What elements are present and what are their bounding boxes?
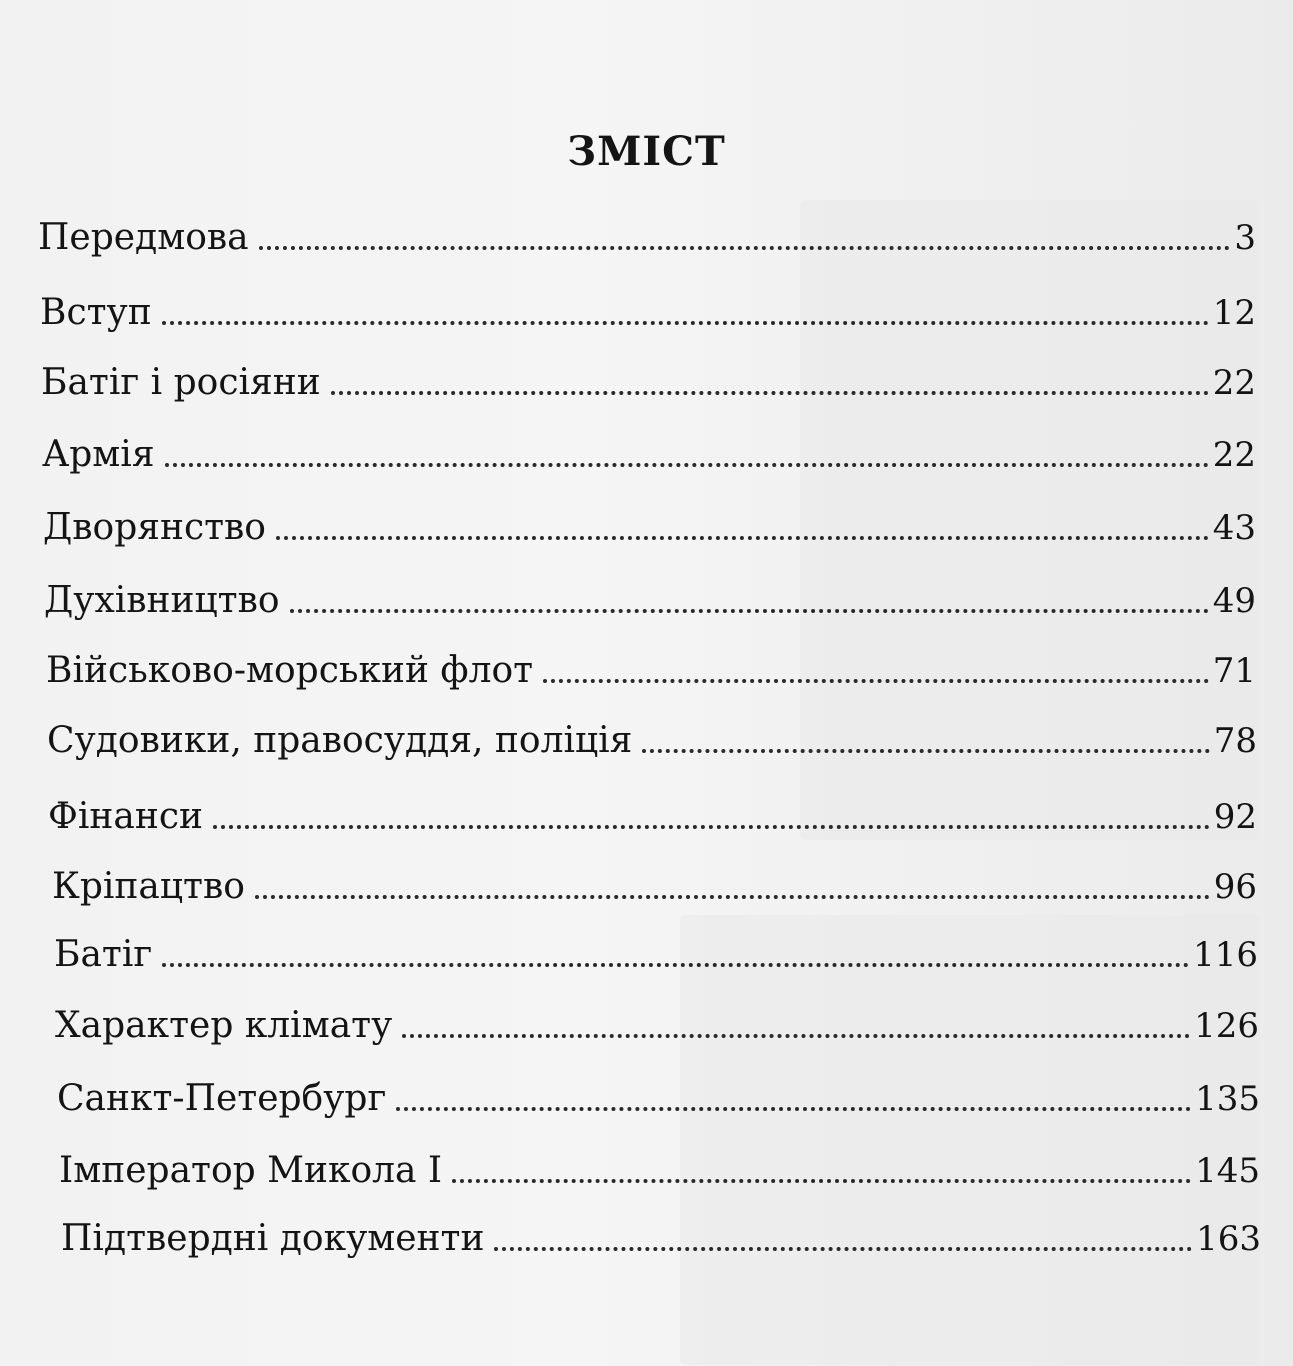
- page-title: ЗМІСТ: [567, 128, 726, 175]
- toc-entry-title: Передмова: [38, 217, 249, 258]
- toc-entry-title: Батіг: [54, 934, 153, 975]
- toc-entry-page: 3: [1234, 218, 1256, 258]
- dot-leader: [494, 1247, 1192, 1251]
- toc-entry-title: Підтвердні документи: [61, 1218, 485, 1259]
- toc-entry-page: 71: [1212, 651, 1256, 691]
- toc-entry: [41, 360, 1256, 406]
- dot-leader: [255, 895, 1210, 899]
- toc-entry-title: Санкт-Петербург: [57, 1078, 387, 1119]
- dot-leader: [642, 749, 1209, 753]
- toc-entry-page: 49: [1212, 581, 1256, 621]
- toc-entry: [46, 648, 1256, 694]
- toc-entry-page: 135: [1195, 1079, 1260, 1119]
- toc-entry-title: Кріпацтво: [52, 866, 245, 907]
- toc-entry: [47, 718, 1257, 764]
- toc-entry-page: 116: [1193, 935, 1258, 975]
- toc-entry-title: Фінанси: [48, 796, 204, 837]
- toc-entry-page: 43: [1212, 508, 1256, 548]
- toc-entry: [44, 578, 1256, 624]
- toc-entry: [54, 932, 1258, 978]
- dot-leader: [331, 391, 1209, 395]
- toc-entry: [43, 505, 1256, 551]
- toc-entry: [38, 215, 1256, 261]
- dot-leader: [276, 536, 1209, 540]
- toc-entry-title: Батіг і росіяни: [41, 362, 321, 403]
- toc-entry-page: 22: [1212, 435, 1256, 475]
- dot-leader: [543, 679, 1209, 683]
- toc-entry-title: Духівництво: [44, 580, 280, 621]
- toc-entry-page: 78: [1213, 721, 1257, 761]
- toc-entry-title: Судовики, правосуддя, поліція: [47, 720, 633, 761]
- toc-entry-title: Армія: [42, 434, 155, 475]
- toc-entry: [52, 864, 1257, 910]
- dot-leader: [402, 1034, 1190, 1038]
- toc-entry-page: 145: [1195, 1151, 1260, 1191]
- toc-entry-title: Імператор Микола І: [59, 1150, 443, 1191]
- toc-entry: [59, 1148, 1260, 1194]
- dot-leader: [396, 1107, 1191, 1111]
- toc-entry: [40, 290, 1256, 336]
- toc-entry-title: Військово-морський флот: [46, 650, 534, 691]
- toc-entry-page: 92: [1213, 797, 1257, 837]
- dot-leader: [213, 825, 1210, 829]
- toc-entry: [57, 1076, 1260, 1122]
- dot-leader: [259, 246, 1231, 250]
- dot-leader: [452, 1179, 1191, 1183]
- toc-entry: [42, 432, 1256, 478]
- dot-leader: [162, 321, 1209, 325]
- toc-entry: [61, 1216, 1261, 1262]
- dot-leader: [162, 963, 1189, 967]
- dot-leader: [290, 609, 1209, 613]
- toc-entry-title: Дворянство: [43, 507, 266, 548]
- toc-entry: [48, 794, 1257, 840]
- toc-entry-title: Вступ: [40, 292, 152, 333]
- toc-entry-title: Характер клімату: [55, 1005, 393, 1046]
- toc-entry-page: 126: [1194, 1006, 1259, 1046]
- toc-entry-page: 12: [1212, 293, 1256, 333]
- toc-entry-page: 22: [1212, 363, 1256, 403]
- toc-entry-page: 163: [1196, 1219, 1261, 1259]
- toc-entry: [55, 1003, 1259, 1049]
- toc-entry-page: 96: [1213, 867, 1257, 907]
- dot-leader: [165, 463, 1209, 467]
